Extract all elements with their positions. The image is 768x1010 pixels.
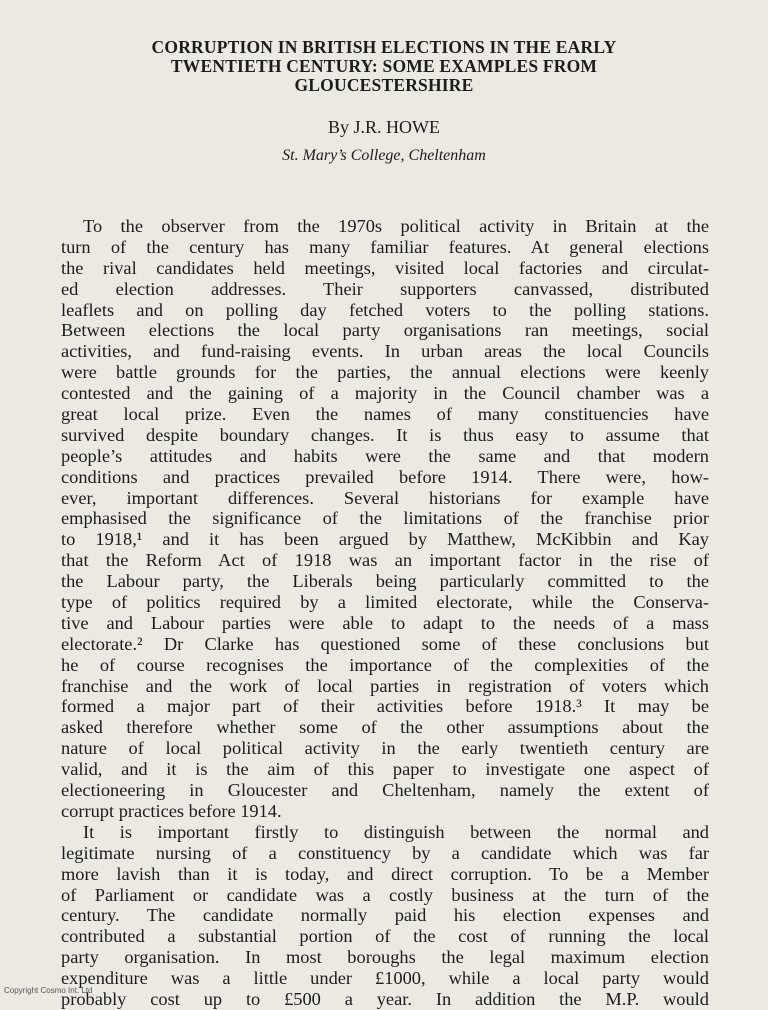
body-line: electorate.² Dr Clarke has questioned some of these conclusions but [61, 633, 709, 654]
body-line: the Labour party, the Liberals being particularly committed to the [61, 571, 709, 592]
body-line: activities, and fund-raising events. In urban areas the local Councils [61, 341, 709, 362]
article-body [61, 216, 709, 1010]
body-line: ed election addresses. Their supporters canvassed, distributed [61, 278, 709, 299]
title-line-2: TWENTIETH CENTURY: SOME EXAMPLES FROM [170, 56, 598, 76]
body-line: type of politics required by a limited electorate, while the Conserva- [61, 592, 709, 613]
body-line: people’s attitudes and habits were the same and that modern [61, 445, 709, 466]
body-line: leaflets and on polling day fetched voters to the polling stations. [61, 299, 709, 320]
body-line: formed a major part of their activities before 1918.³ It may be [61, 696, 709, 717]
body-line: contested and the gaining of a majority in the Council chamber was a [61, 383, 709, 404]
body-line: to 1918,¹ and it has been argued by Matthew, McKibbin and Kay [61, 529, 709, 550]
body-line: asked therefore whether some of the other assumptions about the [61, 717, 709, 738]
body-line: ever, important differences. Several historians for example have [61, 487, 709, 508]
author-byline: By J.R. HOWE [328, 117, 440, 137]
body-line: were battle grounds for the parties, the annual elections were keenly [61, 362, 709, 383]
body-line: great local prize. Even the names of many constituencies have [61, 404, 709, 425]
body-line: corrupt practices before 1914. [61, 800, 282, 821]
title-line-1: CORRUPTION IN BRITISH ELECTIONS IN THE EARLY [151, 37, 617, 57]
body-line: probably cost up to £500 a year. In addition the M.P. would [61, 988, 709, 1009]
body-line: legitimate nursing of a constituency by a candidate which was far [61, 842, 709, 863]
body-line: expenditure was a little under £1000, while a local party would [61, 968, 709, 989]
body-line: the rival candidates held meetings, visited local factories and circulat- [61, 257, 709, 278]
body-line: century. The candidate normally paid his election expenses and [61, 905, 709, 926]
body-line: contributed a substantial portion of the cost of running the local [61, 926, 709, 947]
body-line: turn of the century has many familiar features. At general elections [61, 236, 709, 257]
body-line: party organisation. In most boroughs the legal maximum election [61, 947, 709, 968]
body-line: Between elections the local party organisations ran meetings, social [61, 320, 709, 341]
body-line: he of course recognises the importance of the complexities of the [61, 654, 709, 675]
body-line: electioneering in Gloucester and Cheltenham, namely the extent of [61, 780, 709, 801]
body-line: It is important firstly to distinguish between the normal and [83, 821, 709, 842]
body-line: conditions and practices prevailed before 1914. There were, how- [61, 466, 709, 487]
author-affiliation: St. Mary’s College, Cheltenham [282, 147, 486, 164]
copyright-watermark: Copyright Cosmo Int. Ltd [4, 986, 93, 995]
body-line: of Parliament or candidate was a costly business at the turn of the [61, 884, 709, 905]
article-title [60, 38, 708, 95]
body-line: emphasised the significance of the limitations of the franchise prior [61, 508, 709, 529]
body-line: more lavish than it is today, and direct corruption. To be a Member [61, 863, 709, 884]
body-line: tive and Labour parties were able to adapt to the needs of a mass [61, 612, 709, 633]
body-line: nature of local political activity in the early twentieth century are [61, 738, 709, 759]
body-line: survived despite boundary changes. It is thus easy to assume that [61, 424, 709, 445]
body-line: franchise and the work of local parties in registration of voters which [61, 675, 709, 696]
body-line: valid, and it is the aim of this paper to investigate one aspect of [61, 759, 709, 780]
body-line: that the Reform Act of 1918 was an important factor in the rise of [61, 550, 709, 571]
body-line: To the observer from the 1970s political activity in Britain at the [83, 216, 709, 236]
title-line-3: GLOUCESTERSHIRE [294, 75, 474, 95]
